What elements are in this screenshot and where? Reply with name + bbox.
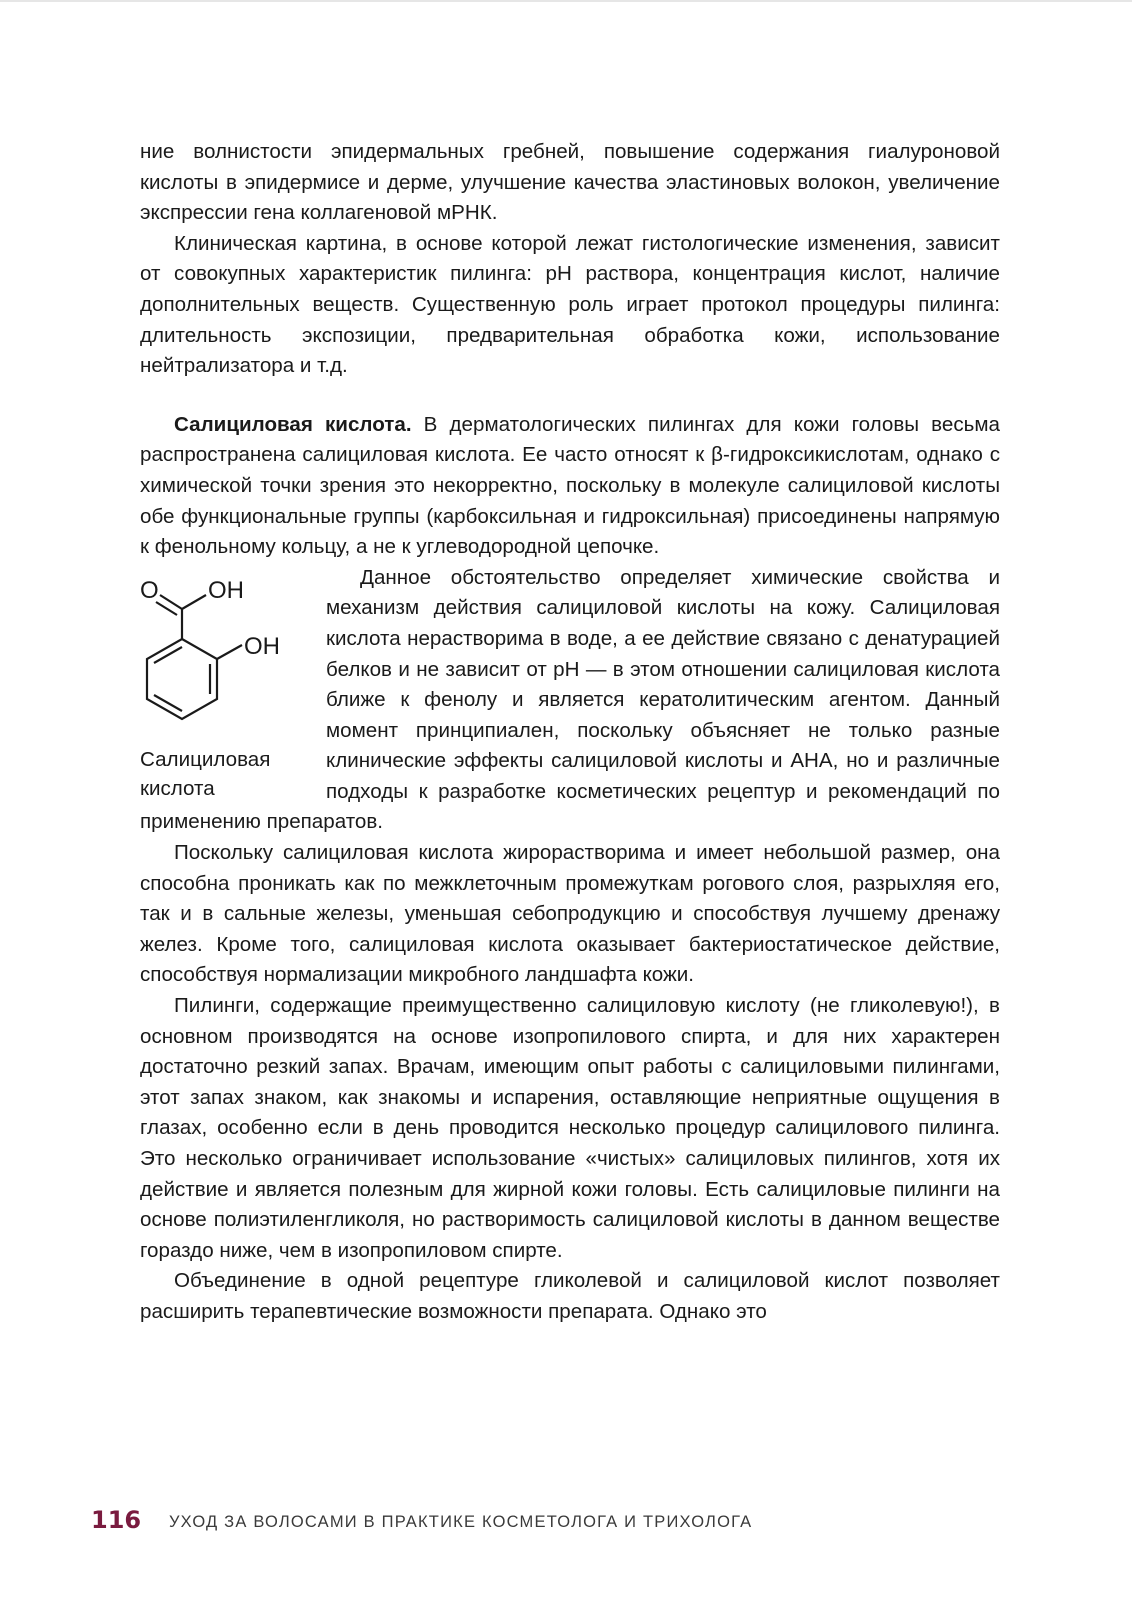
paragraph-liposolubility: Поскольку салициловая кислота жирорастворима и имеет небольшой размер, она способна проникать как по межклеточным промежуткам рогового слоя, разрыхляя его, так и в сальные железы, уменьшая себопродукцию и способствуя лучшему дренажу желез. Кроме того, салициловая кислота оказывает бактериостатическое действие, способствуя нормализации микробного ландшафта кожи. xyxy=(140,841,1000,987)
paragraph-salicylic-peels: Пилинги, содержащие преимущественно салициловую кислоту (не гликолевую!), в основном производятся на основе изопропилового спирта, и для них характерен достаточно резкий запах. Врачам, имеющим опыт работы с салициловыми пилингами, этот запах знаком, как знакомы и испарения, оставляющие неприятные ощущения в глазах, особенно если в день проводится несколько процедур салицилового пилинга. Это несколько ограничивает использование «чистых» салициловых пилингов, хотя их действие и является полезным для жирной кожи головы. Есть салициловые пилинги на основе полиэтиленгликоля, но растворимость салициловой кислоты в данном веществе гораздо ниже, чем в изопропиловом спирте. xyxy=(140,994,1000,1262)
figure-with-text xyxy=(140,563,1000,838)
page-number: 116 xyxy=(91,1506,142,1534)
page-body xyxy=(140,137,1000,1328)
section-intro-text: В дерматологических пилингах для кожи головы весьма распространена салициловая кислота. Ее часто относят к β-гидроксикислотам, однако с химической точки зрения это некорректно, поскольку в молекуле салициловой кислоты обе функциональные группы (карбоксильная и гидроксильная) присоединены напрямую к фенольному кольцу, а не к углеводородной цепочке. xyxy=(140,412,1000,559)
top-edge-rule xyxy=(0,0,1132,2)
section-heading-inline: Салициловая кислота. xyxy=(174,412,412,436)
paragraph-continued: ние волнистости эпидермальных гребней, повышение содержания гиалуроновой кислоты в эпидермисе и дерме, улучшение качества эластиновых волокон, увеличение экспрессии гена коллагеновой мРНК. xyxy=(140,140,1000,225)
figure-caption: Салициловая кислота xyxy=(140,747,271,800)
hydroxyl-label-carboxyl: OH xyxy=(208,576,244,604)
oxygen-label: O xyxy=(140,576,159,604)
salicylic-acid-figure xyxy=(140,563,318,800)
page-footer xyxy=(91,1505,991,1535)
paragraph-combination: Объединение в одной рецептуре гликолевой и салициловой кислот позволяет расширить терапевтические возможности препарата. Однако это xyxy=(140,1269,1000,1323)
paragraph-clinical-picture: Клиническая картина, в основе которой лежат гистологические изменения, зависит от совокупных характеристик пилинга: pH раствора, концентрация кислот, наличие дополнительных веществ. Существенную роль играет протокол процедуры пилинга: длительность экспозиции, предварительная обработка кожи, использование нейтрализатора и т.д. xyxy=(140,231,1000,378)
salicylic-acid-structure-diagram xyxy=(140,567,318,747)
paragraph-salicylic-intro xyxy=(140,410,1000,563)
paragraph-chemical-properties: Данное обстоятельство определяет химические свойства и механизм действия салициловой кислоты на кожу. Салициловая кислота нерастворима в воде, а ее действие связано с денатурацией белков и не зависит от pH — в этом отношении салициловая кислота ближе к фенолу и является кератолитическим агентом. Данный момент принципиален, поскольку объясняет не только разные клинические эффекты салициловой кислоты и АНА, но и различные подходы к разработке косметических рецептур и рекомендаций по применению препаратов. xyxy=(140,565,1000,834)
running-title: УХОД ЗА ВОЛОСАМИ В ПРАКТИКЕ КОСМЕТОЛОГА И ТРИХОЛОГА xyxy=(169,1513,753,1531)
hydroxyl-label-ring: OH xyxy=(244,632,280,660)
